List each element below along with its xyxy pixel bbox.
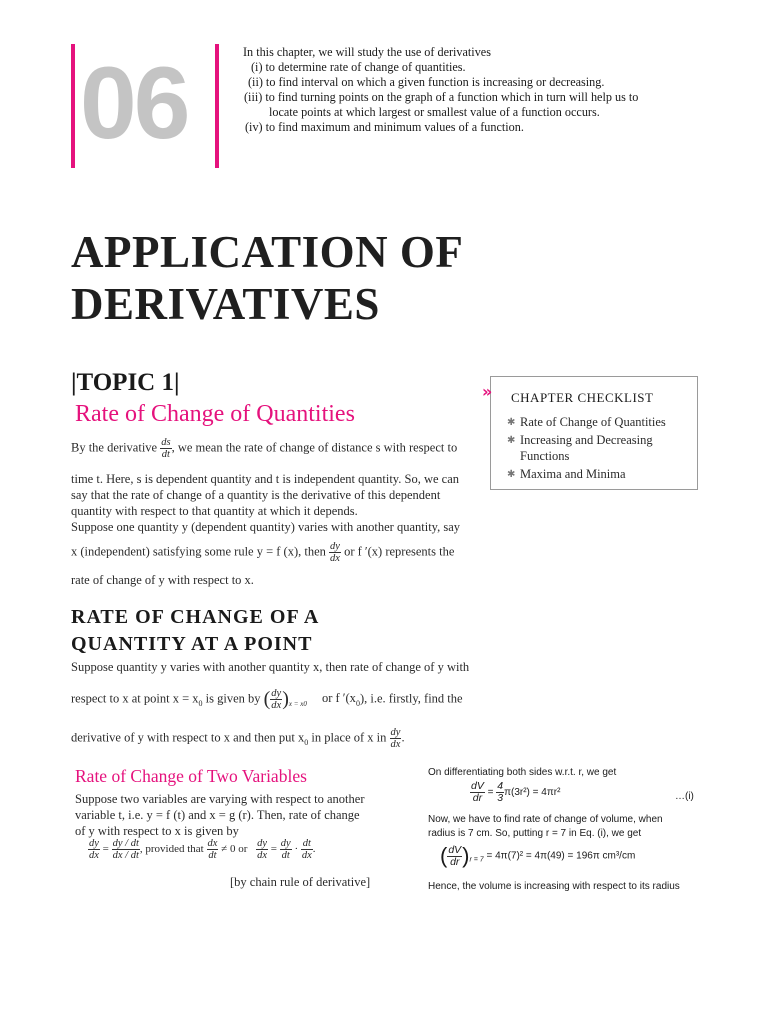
section-heading-line: QUANTITY AT A POINT <box>71 633 313 655</box>
numerator: dy <box>257 838 268 849</box>
numerator: dV <box>448 843 462 856</box>
text: = <box>487 787 494 799</box>
checklist-item-label: Maxima and Minima <box>520 467 626 481</box>
text: , we mean the rate of change of distance s with respect to <box>171 440 458 455</box>
numerator: 4 <box>497 780 504 792</box>
text: in place of x in <box>308 730 387 745</box>
chapter-checklist <box>482 376 698 490</box>
checklist-item-label: Rate of Change of Quantities <box>520 415 666 429</box>
chapter-title-line: DERIVATIVES <box>71 279 380 329</box>
eval-subscript: x = x0 <box>288 699 307 708</box>
denominator: dt <box>281 850 290 861</box>
bullet-icon: ✱ <box>507 417 516 428</box>
fraction <box>447 845 462 868</box>
intro-line: In this chapter, we will study the use of derivatives <box>243 45 491 59</box>
paren: ( <box>440 843 448 868</box>
text: π(3r²) = 4πr² <box>504 787 561 799</box>
text: respect to x at point x = x <box>71 691 199 706</box>
denominator: dt <box>208 850 217 861</box>
denominator: dt <box>161 449 170 460</box>
numerator: ds <box>161 437 171 448</box>
section-heading <box>71 604 319 658</box>
intro-line: locate points at which largest or smallest value of a function occurs. <box>269 105 600 119</box>
denominator: dr <box>472 792 483 804</box>
subscript: 0 <box>304 737 309 747</box>
volume-rate-equation <box>440 843 635 869</box>
subscript: 0 <box>198 698 203 708</box>
fraction <box>270 688 282 711</box>
paren: ) <box>282 688 289 710</box>
body-line: On differentiating both sides w.r.t. r, we get <box>428 767 617 778</box>
numerator: dy <box>89 838 99 849</box>
subsection-heading: Rate of Change of Two Variables <box>75 766 307 786</box>
chapter-rule-right <box>215 44 219 168</box>
text: or f ′(x <box>321 691 356 706</box>
eval-subscript: r = 7 <box>469 856 484 864</box>
body-line: Now, we have to find rate of change of volume, when <box>428 814 663 825</box>
chain-rule-note: [by chain rule of derivative] <box>230 875 371 889</box>
chapter-number: 06 <box>80 46 188 160</box>
paren: ( <box>263 688 271 710</box>
bullet-icon: ✱ <box>507 435 516 446</box>
numerator: dy <box>390 727 401 738</box>
double-chevron-down-icon: » <box>482 382 493 401</box>
chapter-intro <box>243 45 713 135</box>
subscript: 0 <box>355 698 360 708</box>
intro-line: (ii) to find interval on which a given function is increasing or decreasing. <box>248 75 605 89</box>
body-line <box>71 541 476 564</box>
fraction <box>301 838 313 861</box>
intro-line: (iii) to find turning points on the graph of a function which in turn will help us to <box>244 90 639 104</box>
denominator: dx <box>271 700 282 711</box>
fraction <box>160 437 171 460</box>
body-line: Suppose quantity y varies with another quantity x, then rate of change of y with <box>71 660 470 674</box>
body-line <box>71 688 476 713</box>
body-line: time t. Here, s is dependent quantity and t is independent quantity. So, we can <box>71 472 459 486</box>
denominator: dx / dt <box>112 850 139 861</box>
text: is given by <box>202 691 261 706</box>
bullet-icon: ✱ <box>507 469 516 480</box>
topic-label: |TOPIC 1| <box>71 369 180 396</box>
body-line: radius is 7 cm. So, putting r = 7 in Eq. (i), we get <box>428 828 642 839</box>
text: = 4π(7)² = 4π(49) = 196π cm³/cm <box>486 850 636 862</box>
fraction <box>470 781 485 804</box>
checklist-item-label: Functions <box>520 449 570 463</box>
denominator: 3 <box>497 792 504 804</box>
body-line: derivative of y with respect to x and then put $x_0$ in place of x in $\frac{dy}{dx}$ . <box>71 727 405 750</box>
text: By the derivative <box>71 440 158 455</box>
checklist-heading: CHAPTER CHECKLIST <box>511 390 654 405</box>
numerator: dy <box>280 838 291 849</box>
fraction <box>390 727 402 750</box>
intro-line: (iv) to find maximum and minimum values of a function. <box>245 120 524 134</box>
intro-line: (i) to determine rate of change of quantities. <box>251 60 466 74</box>
fraction <box>496 781 504 804</box>
body-line: rate of change of y with respect to x. <box>71 573 254 587</box>
body-line: Hence, the volume is increasing with respect to its radius <box>428 881 680 892</box>
fraction <box>88 838 100 861</box>
checklist-item-label: Increasing and Decreasing <box>520 433 653 447</box>
volume-derivative-equation <box>470 781 560 804</box>
body-line: variable t, i.e. y = f (t) and x = g (r). Then, rate of change <box>75 808 360 822</box>
denominator: dr <box>450 855 460 868</box>
denominator: dx <box>89 850 99 861</box>
fraction <box>329 541 341 564</box>
numerator: dt <box>302 838 311 849</box>
denominator: dx <box>330 553 340 564</box>
body-line <box>71 437 476 460</box>
body-line: quantity with respect to that quantity at which it depends. <box>71 504 358 518</box>
body-line: Suppose one quantity y (dependent quantity) varies with another quantity, say <box>71 520 461 534</box>
denominator: dx <box>390 739 401 750</box>
section-heading-line: RATE OF CHANGE OF A <box>71 606 320 628</box>
text: or f ′(x) represents the <box>344 544 455 559</box>
fraction <box>207 838 219 861</box>
body-line: of y with respect to x is given by <box>75 824 239 838</box>
body-line: say that the rate of change of a quantity is the derivative of this dependent <box>71 488 441 502</box>
text: derivative of y with respect to x and then put x <box>71 730 305 745</box>
chain-rule-equation: $\frac{dy}{dx}$ = $\frac{dy / dt}{dx / dt}$ , provided that $\frac{dx}{dt}$ ≠ 0 or $\frac{dy}{dx}$ = $\frac{dy}{dt}$ · $\frac{dt}{dx}$ . <box>89 838 316 861</box>
numerator: dy / dt <box>112 838 139 849</box>
text: , provided that <box>139 843 204 856</box>
body-line: Suppose two variables are varying with respect to another <box>75 792 365 806</box>
denominator: dx <box>257 850 268 861</box>
numerator: dy <box>271 688 282 699</box>
numerator: dx <box>207 838 218 849</box>
numerator: dy <box>330 541 340 552</box>
text: ), i.e. firstly, find the <box>359 691 463 706</box>
text: ≠ 0 or <box>221 843 248 856</box>
text: x (independent) satisfying some rule y = f (x), then <box>71 544 326 559</box>
chapter-title <box>71 226 463 330</box>
fraction <box>112 838 140 861</box>
fraction <box>256 838 268 861</box>
equation-ref: …(i) <box>675 791 694 802</box>
topic-heading: Rate of Change of Quantities <box>75 401 355 427</box>
chapter-title-line: APPLICATION OF <box>71 227 464 277</box>
chapter-rule-left <box>71 44 75 168</box>
denominator: dx <box>301 850 312 861</box>
paren: ) <box>462 843 470 868</box>
fraction <box>280 838 292 861</box>
numerator: dV <box>471 780 484 792</box>
